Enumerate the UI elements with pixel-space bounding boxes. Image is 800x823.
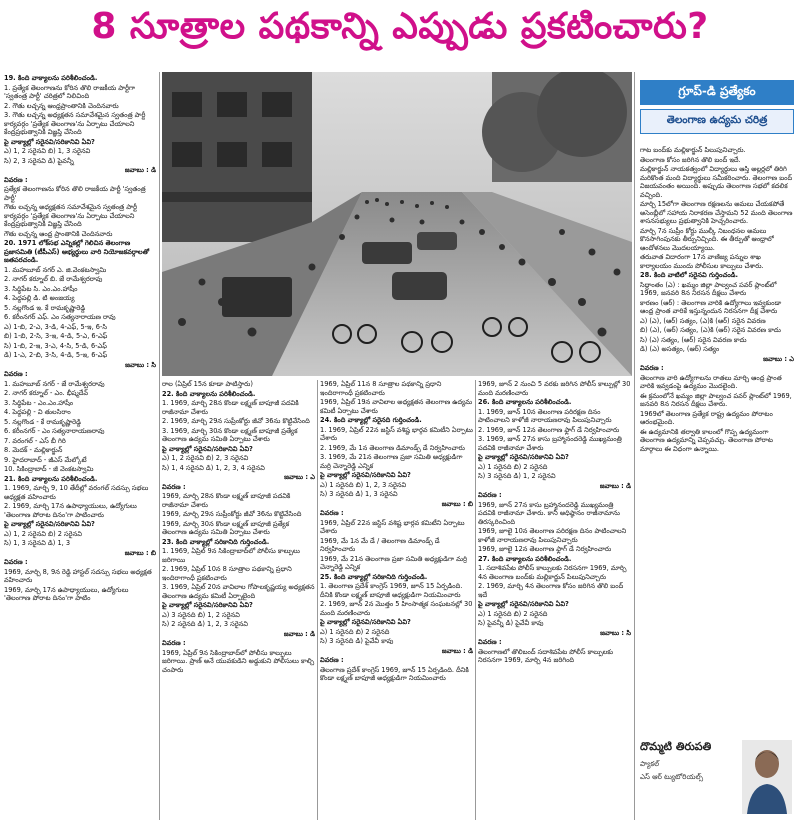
text-continued: 1969, ఏప్రిల్ 11న 8 సూత్రాల పథకాన్ని ప్రధాని ఇందిరాగాంధీ ప్రకటించారు: [320, 380, 442, 397]
match-explain: 5. నల్లగొండ - కే రామకృష్ణారెడ్డి: [4, 417, 81, 426]
match-explain: 9. హైదరాబాద్ - జీఎస్ మేల్కోటే: [4, 455, 87, 464]
options: ఎ) 1, 2 సరైనవి బి) 1, 3 సరైనవి: [4, 147, 91, 155]
statement: 1. 1969, మార్చి 9, 10 తేదీల్లో వరంగల్ సదస్సు సభలు అధ్యక్షత వహించారు: [4, 484, 149, 501]
options: ఎ) 1 సరైనది బి) 1, 2, 3 సరైనవి: [320, 480, 407, 489]
options: డి) (ఎ) అసత్యం, (ఆర్) సత్యం: [640, 345, 720, 353]
explanation-label: వివరణ :: [478, 638, 502, 646]
explanation-text: ప్రత్యేక తెలంగాణను కోరిన తొలి రాజకీయ పార్టీ 'స్వతంత్ర పార్టీ': [4, 185, 146, 202]
match-explain: 4. పెద్దపల్లి - వి తులసిరాం: [4, 408, 71, 416]
explanation-text: 1969లో తెలంగాణ ప్రత్యేక రాష్ట్ర ఉద్యమం పోరాటం ఆరంభమైంది.: [640, 409, 773, 426]
question-19: 19. కింది వాక్యాలను పరిశీలించండి.: [4, 74, 98, 82]
explanation-text: 1969, మే 21న తెలంగాణ ప్రజా సమితి అధ్యక్షుడిగా మర్రి చెన్నారెడ్డి ఎన్నిక: [320, 554, 468, 571]
answer: జవాబు : సి: [125, 360, 156, 369]
question-24: 24. కింది వాక్యాల్లో సరైనది గుర్తించండి.: [320, 416, 422, 424]
question-26: 26. కింది వాక్యాలను పరిశీలించండి.: [478, 398, 572, 406]
options: సి) 2, 3 సరైనవి డి) పైవన్నీ: [4, 156, 74, 165]
statement: 2. 1969, మార్చి 29న సుప్రీంకోర్టు జీవో 36ను కొట్టివేసింది: [162, 417, 310, 425]
explanation-text: తెలంగాణలో తొలిబంద్ సదాశివపేట పోలీస్ కాల్పులకు నిరసనగా 1969, మార్చి 4న జరిగింది: [478, 647, 614, 664]
answer: జవాబు : సి: [600, 628, 631, 637]
match-item: 1. మహబూబ్ నగర్ ఎ. జి.వెంకటస్వామి: [4, 265, 107, 274]
answer: జవాబు : ఎ: [284, 473, 315, 481]
explanation-text: 1969, ఏప్రిల్ 22న జస్టిస్ వశిష్ట భార్గవ కమిటీని ఏర్పాటు చేశారు: [320, 518, 465, 535]
author-portrait-icon: [742, 740, 792, 814]
statement: 1. తెలంగాణ ప్రదేశ్ కాంగ్రెస్ 1969, జూన్ 15 ఏర్పడింది. దీనికి కొండా లక్ష్మణ్ బాపూజీ అధ్యక్షుడిగా నియమించారు: [320, 582, 463, 599]
answer: జవాబు : డి: [441, 646, 473, 655]
explanation-label: వివరణ :: [162, 639, 186, 647]
text-continued: రాల (ఏప్రిల్ 15న కూడా పాటిస్తారు): [162, 380, 253, 388]
options: ఎ) 1 సరైనది బి) 2 సరైనది: [478, 462, 548, 471]
bullet-text: మల్లికార్జున్ నాయకత్వంలో విద్యార్థులు ఆస్తి అల్లర్లలో తిరిగి మరికొంత మంది విద్యార్థులు సమీకరించారు. తెలంగాణ బంద్ విజయవంతం అయింది. అప్పుడు తెలంగాణ సభలో కదలిక వచ్చింది.: [640, 165, 793, 199]
options: ఎ) 3 సరైనది బి) 1, 2 సరైనవి: [162, 610, 240, 619]
statement: 2. 1969, ఏప్రిల్ 10న 8 సూత్రాల పథకాన్ని ప్రధాని ఇందిరాగాంధీ ప్రకటించారు: [162, 565, 292, 582]
explanation-text: 1969, మార్చి 30న కొండా లక్ష్మణ్ బాపూజీ ప్రత్యేక తెలంగాణ ఉద్యమ సమితి ఏర్పాటు చేశారు: [162, 519, 290, 536]
author-title: ప్యాకల్: [640, 760, 660, 768]
statement: 3. 1969, జూన్ 27న కాసు బ్రహ్మానందరెడ్డి ముఖ్యమంత్రి పదవికి రాజీనామా చేశారు: [478, 435, 622, 452]
statement: 1. 1969, మార్చి 28న కొండా లక్ష్మణ్ బాపూజీ పదవికి రాజీనామా చేశారు: [162, 399, 299, 416]
match-item: 3. సిద్ధిపేట సి. ఎం.ఎం.హాషీం: [4, 284, 78, 293]
question-25: 25. కింది వాక్యాల్లో సరికానిది గుర్తించండి.: [320, 572, 428, 581]
options: సి) 2 సరైనది డి) 1, 2, 3 సరైనవి: [162, 620, 248, 628]
column-4: [478, 380, 631, 820]
options: సి) పైవన్నీ డి) పైవేవీ కావు: [478, 619, 544, 627]
statement: 2. 1969, జూన్ 12న తెలంగాణ ఫ్లాగ్ డే నిర్వహించారు: [478, 425, 620, 434]
explanation-label: వివరణ :: [4, 175, 28, 184]
statement: 3. 1969, ఏప్రిల్ 20న వావిలాల గోపాలకృష్ణయ్య అధ్యక్షతన తెలంగాణ ఉద్యమ కమిటీ ఏర్పాటైంది: [162, 583, 315, 600]
explanation-label: వివరణ :: [162, 482, 186, 491]
explanation-label: వివరణ :: [320, 509, 344, 517]
statement: 2. 1969, జూన్ 2న మొత్తం 5 హింసాత్మక సంఘటనల్లో 30 మంది మరణించారు: [320, 600, 473, 617]
question-prompt: పై వాక్యాల్లో సరైనవి/సరికానివి ఏవి?: [478, 600, 569, 608]
column-5: [640, 146, 794, 736]
explanation-text: గౌతు లచ్చన్న ఆంధ్ర ప్రాంతానికి చెందినవారు: [4, 229, 113, 238]
explanation-text: తెలంగాణ ప్రదేశ్ కాంగ్రెస్ 1969, జూన్ 15 ఏర్పడింది. దీనికి కొండా లక్ష్మణ్ బాపూజీ అధ్యక్షుడిగా నియమించారు: [320, 665, 469, 682]
statement: 1. 1969, ఏప్రిల్ 22న జస్టిస్ వశిష్ట భార్గవ కమిటీని ఏర్పాటు చేశారు: [320, 425, 473, 442]
explanation-text: ఈ ఉద్యమానికి తర్వాతి కాలంలో గొప్ప ఉద్యమంగా తెలంగాణ ఉద్యమాన్ని చెప్పవచ్చు. తెలంగాణ పోరాట మార్గాలు ఈ విధంగా ఉన్నాయి.: [640, 427, 773, 453]
author-name: దొమ్మటి తిరుపతి: [640, 740, 712, 753]
match-explain: 3. సిద్ధిపేట - ఎం.ఎం.హాషీం: [4, 398, 74, 407]
options: ఎ) 1-బి, 2-ఎ, 3-డి, 4-ఎఫ్, 5-ఇ, 6-సి: [4, 322, 107, 331]
assertion: సిద్ధాంతం (ఎ) : ఖమ్మం జిల్లా పాల్వంచ పవర్ ప్లాంట్‌లో 1969, జనవరి 8న నిరసన దీక్షలు చేశారు: [640, 280, 777, 297]
section-badge: [640, 80, 794, 140]
options: సి) 1, 3 సరైనవి డి) 1, 3: [4, 539, 71, 547]
explanation-text: 1969, మే 1న మే డే / తెలంగాణ డిమాండ్స్ డే నిర్వహించారు: [320, 536, 440, 553]
reason: కారణం (ఆర్) : తెలంగాణ వారికి ఉద్యోగాలు ఇవ్వకుండా ఆంధ్ర ప్రాంత వారికే ఇస్తున్నందున నిరసనగా దీక్ష చేశారు: [640, 298, 782, 315]
match-item: 6. కరీంనగర్ ఎఫ్. ఎం సత్యనారాయణ రావు: [4, 313, 116, 321]
question-21: 21. కింది వాక్యాలను పరిశీలించండి.: [4, 474, 98, 483]
question-28: 28. కింది వాటిలో సరైనవి గుర్తించండి.: [640, 271, 739, 279]
column-divider: [317, 380, 318, 820]
statement: 2. గౌతు లచ్చన్న ఆంధ్రప్రాంతానికి చెందినవారు: [4, 101, 119, 110]
text-continued: 1969, ఏప్రిల్ 19న వావిలాల అధ్యక్షతన తెలంగాణ ఉద్యమ కమిటీ ఏర్పాటు చేశారు: [320, 398, 473, 415]
column-divider: [159, 72, 160, 820]
match-item: 5. నల్లగొండ ఇ. కే రామకృష్ణారెడ్డి: [4, 303, 86, 312]
question-prompt: పై వాక్యాల్లో సరైనవి/సరికానివి ఏవి?: [478, 453, 569, 461]
options: సి) 3 సరైనది డి) 1, 2 సరైనవి: [478, 472, 556, 480]
match-explain: 8. మెదక్ - మల్లికార్జున్: [4, 446, 63, 454]
column-3: [320, 380, 473, 820]
text-continued: గాట బంద్‌కు మల్లికార్జున్ పిలుపునిచ్చారు.: [640, 146, 746, 154]
explanation-text: 1969, జూన్ 27న కాసు బ్రహ్మానందరెడ్డి ముఖ్యమంత్రి పదవికి రాజీనామా చేశారు. కానీ అధిష్ఠానం రాజీనామాను తిరస్కరించింది: [478, 500, 620, 526]
explanation-text: 1969, మార్చి 29న సుప్రీంకోర్టు జీవో 36ను కొట్టివేసింది: [162, 510, 302, 518]
options: సి) 1, 4 సరైనవి డి) 1, 2, 3, 4 సరైనవి: [162, 463, 265, 472]
question-prompt: పై వాక్యాల్లో సరైనవి/సరికానివి ఏవి?: [162, 601, 253, 609]
explanation-text: గౌతు లచ్చన్న అధ్యక్షతన సమావేశమైన స్వతంత్ర పార్టీ కార్యవర్గం 'ప్రత్యేక తెలంగాణ'ను ఏర్పాటు చేయాలని కేంద్రప్రభుత్వానికి విజ్ఞప్తి చేసింది: [4, 203, 137, 228]
explanation-label: వివరణ :: [4, 370, 28, 378]
explanation-text: తెలంగాణ వారి ఉద్యోగాలను రాతలు మార్చి ఆంధ్ర ప్రాంత వారికి ఇవ్వడంపై ఉద్యమం మొదలైంది.: [640, 373, 782, 390]
options: ఎ) 1 సరైనది బి) 2 సరైనది: [320, 627, 390, 636]
answer: జవాబు : డి: [283, 629, 315, 638]
author-block: [640, 740, 794, 820]
answer: జవాబు : డి: [599, 481, 631, 490]
answer: జవాబు : ఎ: [763, 354, 794, 363]
headline: 8 సూత్రాల పథకాన్ని ఎప్పుడు ప్రకటించారు?: [91, 6, 709, 47]
question-prompt: పై వాక్యాల్లో సరైనవి/సరికానివి ఏవి?: [320, 471, 411, 479]
question-prompt: పై వాక్యాల్లో సరైనవి/సరికానివి ఏవి?: [4, 137, 95, 146]
options: బి) 1-బి, 2-సి, 3-ఇ, 4-డి, 5-ఎ, 6-ఎఫ్: [4, 332, 108, 340]
explanation-label: వివరణ :: [640, 364, 664, 372]
statement: 1. 1969, ఏప్రిల్ 9న సికింద్రాబాద్‌లో పోలీసు కాల్పులు జరిగాయి: [162, 547, 300, 564]
match-explain: 7. వరంగల్ - ఎస్ బీ గిరి: [4, 436, 66, 445]
explanation-label: వివరణ :: [478, 491, 502, 499]
options: ఎ) (ఎ), (ఆర్) సత్యం, (ఎ)కి (ఆర్) సరైన వివరణ: [640, 316, 766, 325]
explanation-text: 1969, మార్చి 8, 9న రెడ్డి హాస్టల్ సదస్సు సభలు అధ్యక్షత వహించారు: [4, 567, 152, 584]
answer: జవాబు : బి: [124, 548, 156, 557]
question-27: 27. కింది వాక్యాలను పరిశీలించండి.: [478, 554, 572, 563]
bullet-text: మార్చి 7న సుప్రీం కోర్టు ముల్కీ నిబంధనల అమలు కొనసాగింపునకు తీర్పునిచ్చింది. ఈ తీర్పుతో ఆంధ్రాలో ఆందోళనలు మొదలయ్యాయి.: [640, 226, 774, 252]
question-23: 23. కింది వాక్యాల్లో సరికానిది గుర్తించండి.: [162, 537, 270, 546]
explanation-text: 1969, మార్చి 28న కొండా లక్ష్మణ్ బాపూజీ పదవికి రాజీనామా చేశారు: [162, 492, 291, 509]
question-20: 20. 1971 లోక్‌సభ ఎన్నికల్లో గెలిచిన తెలంగాణ ప్రజాసమితి (టీపీఎస్) అభ్యర్థులు వారి నియోజకవర్గాలతో జతపరచండి.: [4, 239, 150, 264]
options: ఎ) 1, 2 సరైనవి బి) 2 సరైనవి: [4, 529, 82, 538]
statement: 1. సదాశివపేట పోలీస్ కాల్పులకు నిరసనగా 1969, మార్చి 4న తెలంగాణ బంద్‌కు మల్లికార్జున్ పిలుపునిచ్చారు: [478, 564, 627, 581]
question-prompt: పై వాక్యాల్లో సరైనవి/సరికానివి ఏవి?: [4, 520, 95, 528]
explanation-label: వివరణ :: [4, 558, 28, 566]
crowd-photo-illustration: [162, 72, 632, 376]
answer: జవాబు : డి: [124, 166, 156, 174]
options: బి) (ఎ), (ఆర్) సత్యం, (ఎ)కి (ఆర్) సరైన వివరణ కాదు: [640, 326, 781, 334]
historical-street-photo: [162, 72, 632, 376]
badge-group-d: గ్రూప్-డి ప్రత్యేకం: [640, 80, 794, 105]
options: సి) 3 సరైనది డి) పైవేవీ కావు: [320, 637, 394, 645]
column-2: [162, 380, 315, 820]
explanation-text: 1969, జూలై 10న తెలంగాణ పరిరక్షణ దినం పాటించాలని కాళోజీ నారాయణరావు పిలుపునిచ్చారు: [478, 527, 627, 544]
options: ఎ) 1, 2 సరైనవి బి) 2, 3 సరైనవి: [162, 454, 249, 462]
match-explain: 1. మహబూబ్ నగర్ - జే రామేశ్వరరావు: [4, 379, 105, 388]
statement: 3. 1969, మార్చి 30న కొండా లక్ష్మణ్ బాపూజీ ప్రత్యేక తెలంగాణ ఉద్యమ సమితి ఏర్పాటు చేశారు: [162, 426, 298, 443]
options: ఎ) 1 సరైనది బి) 2 సరైనది: [478, 609, 548, 618]
explanation-text: ఈ క్రమంలోనే ఖమ్మం జిల్లా పాల్వంచ పవర్ ప్లాంట్‌లో 1969, జనవరి 8న నిరసన దీక్షలు చేశారు.: [640, 391, 792, 408]
column-1: [4, 74, 156, 819]
options: సి) 3 సరైనది డి) 1, 3 సరైనవి: [320, 490, 398, 498]
match-item: 2. నాగర్ కర్నూల్ బి. జే రామేశ్వరరావు: [4, 275, 103, 283]
bullet-text: మార్చి 15లోగా తెలంగాణ రక్షణలను అమలు చేయకపోతే అసెంబ్లీలో సహాయ నిరాకరణ చేస్తామని 52 మంది తెలంగాణ శాసనసభ్యులు ప్రభుత్వానికి హెచ్చరించారు.: [640, 200, 793, 225]
column-divider: [475, 380, 476, 820]
column-divider: [634, 72, 635, 820]
match-explain: 10. సికింద్రాబాద్ - జీ వెంకటస్వామి: [4, 465, 94, 473]
question-prompt: పై వాక్యాల్లో సరైనవి/సరికానివి ఏవి?: [320, 618, 411, 626]
question-prompt: పై వాక్యాల్లో సరైనవి/సరికానివి ఏవి?: [162, 444, 253, 453]
author-subtitle: ఎస్ ఆర్ ట్యుటోరియల్స్: [640, 773, 704, 781]
match-item: 4. పెద్దపల్లి డి. టి అంజయ్య: [4, 294, 75, 302]
question-22: 22. కింది వాక్యాలను పరిశీలించండి.: [162, 389, 256, 398]
badge-telangana-history: తెలంగాణ ఉద్యమ చరిత్ర: [640, 109, 794, 134]
statement: 1. 1969, జూన్ 10న తెలంగాణ పరిరక్షణ దినం పాటించాలని కాళోజీ నారాయణరావు పిలుపునిచ్చారు: [478, 407, 612, 424]
statement: 3. 1969, మే 21న తెలంగాణ ప్రజా సమితి అధ్యక్షుడిగా మర్రి చెన్నారెడ్డి ఎన్నిక: [320, 453, 463, 470]
match-explain: 2. నాగర్ కర్నూల్ - ఎం. భీష్మదేవ్: [4, 389, 89, 397]
bullet-text: తరువాత విదారంగా 17న వాణిజ్య పన్నుల శాఖ కార్యాలయం ముందు పోలీసుల కాల్పులు చేశారు.: [640, 253, 764, 270]
explanation-text: 1969, ఏప్రిల్ 9న సికింద్రాబాద్‌లో పోలీసు కాల్పులు జరిగాయి. ప్రాణ్ అనే యువకుడిని అడ్డుకుని పోలీసులు కాల్చి చంపారు: [162, 648, 315, 674]
avatar: [742, 740, 792, 814]
options: సి) (ఎ) సత్యం, (ఆర్) సరైన వివరణ కాదు: [640, 335, 747, 344]
options: సి) 1-బి, 2-ఇ, 3-ఎ, 4-సి, 5-డి, 6-ఎఫ్: [4, 341, 107, 350]
answer: జవాబు : బి: [441, 499, 473, 508]
explanation-label: వివరణ :: [320, 656, 344, 664]
match-explain: 6. కరీంనగర్ - ఎం సత్యనారాయణరావు: [4, 427, 105, 435]
text-continued: 1969, జూన్ 2 నుంచి 5 వరకు జరిగిన పోలీస్ కాల్పుల్లో 30 మంది మరణించారు: [478, 380, 631, 397]
statement: 2. 1969, మార్చి 17న ఉపాధ్యాయులు, ఉద్యోగులు 'తెలంగాణ పోరాట దినం'గా పాటించారు: [4, 502, 137, 519]
explanation-text: 1969, మార్చి 17న ఉపాధ్యాయులు, ఉద్యోగులు 'తెలంగాణ పోరాట దినం'గా పాటిం: [4, 585, 129, 602]
statement: 2. 1969, మే 1న తెలంగాణ డిమాండ్స్ డే నిర్వహించారు: [320, 443, 465, 452]
statement: 1. ప్రత్యేక తెలంగాణను కోరిన తొలి రాజకీయ పార్టీగా 'స్వతంత్ర పార్టీ' చరిత్రలో నిలిచింది: [4, 83, 136, 100]
statement: 2. 1969, మార్చి 4న తెలంగాణ కోసం జరిగిన తొలి బంద్ ఇదే: [478, 582, 624, 599]
options: డి) 1-ఎ, 2-బి, 3-సి, 4-డి, 5-ఇ, 6-ఎఫ్: [4, 351, 108, 359]
explanation-text: 1969, జూలై 12న తెలంగాణ ఫ్లాగ్ డే నిర్వహించారు: [478, 545, 612, 553]
bullet-text: తెలంగాణ కోసం జరిగిన తొలి బంద్ ఇదే.: [640, 155, 741, 164]
statement: 3. గౌతు లచ్చన్న అధ్యక్షతన సమావేశమైన స్వతంత్ర పార్టీ కార్యవర్గం 'ప్రత్యేక తెలంగాణ'ను ఏర్పాటు చేయాలని కేంద్రప్రభుత్వానికి విజ్ఞప్తి చేసింది: [4, 111, 146, 136]
